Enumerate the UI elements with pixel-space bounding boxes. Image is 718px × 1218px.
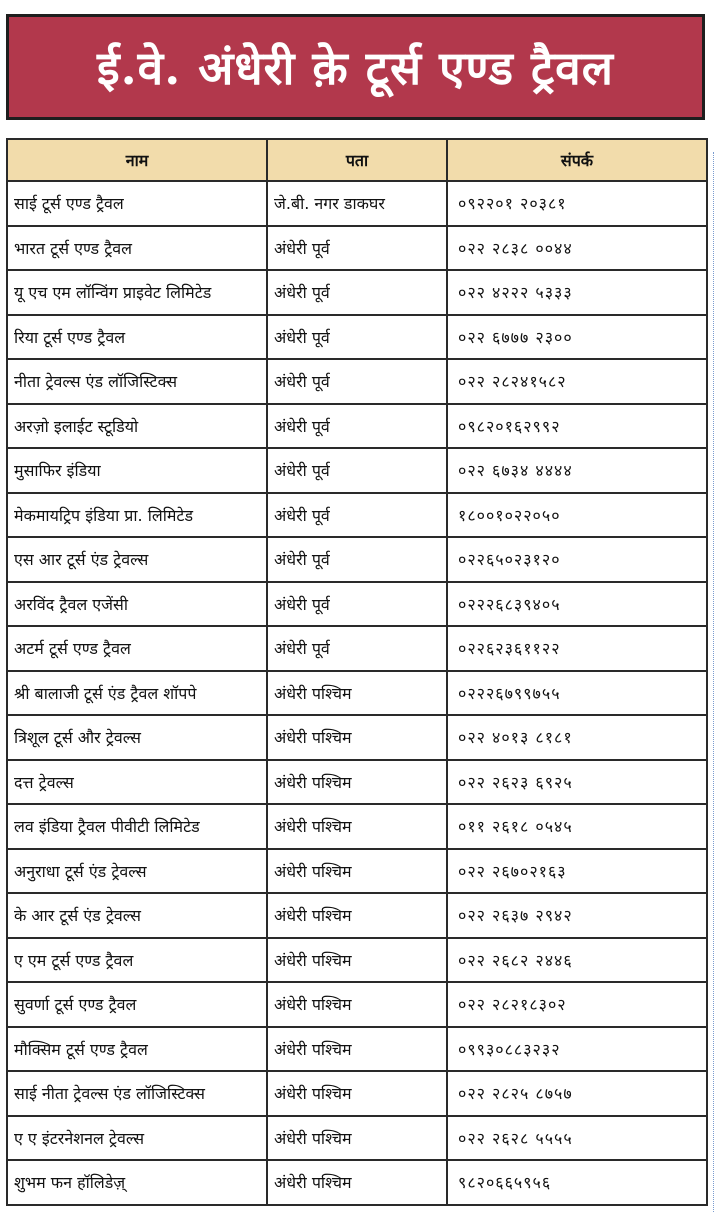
table-row <box>7 1160 707 1205</box>
cell-address: अंधेरी पश्चिम <box>267 1116 447 1161</box>
cell-contact: ०२२२६७९९७५५ <box>447 671 707 716</box>
cell-contact: ०९९३०८८३२३२ <box>447 1027 707 1072</box>
cell-address: अंधेरी पूर्व <box>267 537 447 582</box>
cell-address: अंधेरी पश्चिम <box>267 1027 447 1072</box>
cell-address: अंधेरी पश्चिम <box>267 671 447 716</box>
cell-name: यू एच एम लॉन्विंग प्राइवेट लिमिटेड <box>7 270 267 315</box>
table-row <box>7 849 707 894</box>
table-row <box>7 1071 707 1116</box>
cell-name: भारत टूर्स एण्ड ट्रैवल <box>7 226 267 271</box>
cell-address: अंधेरी पश्चिम <box>267 849 447 894</box>
cell-address: अंधेरी पूर्व <box>267 493 447 538</box>
cell-address: अंधेरी पश्चिम <box>267 715 447 760</box>
cell-address: अंधेरी पश्चिम <box>267 893 447 938</box>
cell-contact: ०२२ ६७७७ २३०० <box>447 315 707 360</box>
table-row <box>7 626 707 671</box>
cell-name: त्रिशूल टूर्स और ट्रेवल्स <box>7 715 267 760</box>
table-row <box>7 893 707 938</box>
column-header-contact: संपर्क <box>447 139 707 181</box>
table-header-row <box>7 139 707 181</box>
cell-address: अंधेरी पश्चिम <box>267 982 447 1027</box>
table-row <box>7 315 707 360</box>
cell-contact: ०२२६५०२३१२० <box>447 537 707 582</box>
cell-contact: ०२२ २८२५ ८७५७ <box>447 1071 707 1116</box>
cell-address: अंधेरी पूर्व <box>267 315 447 360</box>
cell-name: रिया टूर्स एण्ड ट्रैवल <box>7 315 267 360</box>
table-row <box>7 804 707 849</box>
cell-address: अंधेरी पश्चिम <box>267 804 447 849</box>
title-banner <box>6 14 705 120</box>
table-row <box>7 715 707 760</box>
cell-address: अंधेरी पश्चिम <box>267 1071 447 1116</box>
table-row <box>7 226 707 271</box>
column-divider-dotted <box>713 152 714 1212</box>
table-row <box>7 404 707 449</box>
cell-name: साई टूर्स एण्ड ट्रैवल <box>7 181 267 226</box>
cell-name: नीता ट्रेवल्स एंड लॉजिस्टिक्स <box>7 359 267 404</box>
cell-address: अंधेरी पूर्व <box>267 626 447 671</box>
table-row <box>7 1116 707 1161</box>
cell-name: शुभम फन हॉलिडेज़् <box>7 1160 267 1205</box>
cell-address: अंधेरी पश्चिम <box>267 938 447 983</box>
cell-contact: ०२२ २८२४१५८२ <box>447 359 707 404</box>
cell-name: एस आर टूर्स एंड ट्रेवल्स <box>7 537 267 582</box>
cell-contact: ०९२२०१ २०३८१ <box>447 181 707 226</box>
cell-contact: ०९८२०१६२९९२ <box>447 404 707 449</box>
cell-contact: १८००१०२२०५० <box>447 493 707 538</box>
travel-agencies-table <box>6 138 708 1206</box>
table-row <box>7 537 707 582</box>
cell-contact: ९८२०६६५९५६ <box>447 1160 707 1205</box>
cell-address: अंधेरी पूर्व <box>267 226 447 271</box>
cell-address: अंधेरी पूर्व <box>267 359 447 404</box>
table-row <box>7 448 707 493</box>
cell-contact: ०२२ २६२३ ६९२५ <box>447 760 707 805</box>
cell-name: दत्त ट्रेवल्स <box>7 760 267 805</box>
cell-address: जे.बी. नगर डाकघर <box>267 181 447 226</box>
table-row <box>7 1027 707 1072</box>
cell-contact: ०२२ ६७३४ ४४४४ <box>447 448 707 493</box>
cell-name: ए एम टूर्स एण्ड ट्रैवल <box>7 938 267 983</box>
cell-contact: ०२२ ४०१३ ८१८१ <box>447 715 707 760</box>
cell-contact: ०२२ २६७०२१६३ <box>447 849 707 894</box>
cell-address: अंधेरी पूर्व <box>267 448 447 493</box>
table-row <box>7 582 707 627</box>
cell-name: सुवर्णा टूर्स एण्ड ट्रैवल <box>7 982 267 1027</box>
cell-address: अंधेरी पश्चिम <box>267 1160 447 1205</box>
cell-name: के आर टूर्स एंड ट्रेवल्स <box>7 893 267 938</box>
cell-contact: ०११ २६१८ ०५४५ <box>447 804 707 849</box>
cell-address: अंधेरी पश्चिम <box>267 760 447 805</box>
cell-contact: ०२२ २६२८ ५५५५ <box>447 1116 707 1161</box>
cell-name: ए ए इंटरनेशनल ट्रेवल्स <box>7 1116 267 1161</box>
cell-name: श्री बालाजी टूर्स एंड ट्रैवल शॉपपे <box>7 671 267 716</box>
column-header-address: पता <box>267 139 447 181</box>
table-row <box>7 760 707 805</box>
cell-address: अंधेरी पूर्व <box>267 270 447 315</box>
cell-name: अटर्म टूर्स एण्ड ट्रैवल <box>7 626 267 671</box>
cell-contact: ०२२ २६८२ २४४६ <box>447 938 707 983</box>
cell-contact: ०२२ २८३८ ००४४ <box>447 226 707 271</box>
cell-name: अरविंद ट्रैवल एजेंसी <box>7 582 267 627</box>
cell-name: मौक्सिम टूर्स एण्ड ट्रैवल <box>7 1027 267 1072</box>
cell-address: अंधेरी पूर्व <box>267 582 447 627</box>
cell-contact: ०२२६२३६११२२ <box>447 626 707 671</box>
table-row <box>7 671 707 716</box>
table-row <box>7 982 707 1027</box>
cell-contact: ०२२२६८३९४०५ <box>447 582 707 627</box>
banner-title: ई.वे. अंधेरी क़े टूर्स एण्ड ट्रैवल <box>97 41 614 95</box>
table-row <box>7 181 707 226</box>
cell-address: अंधेरी पूर्व <box>267 404 447 449</box>
table-row <box>7 493 707 538</box>
cell-contact: ०२२ ४२२२ ५३३३ <box>447 270 707 315</box>
table-row <box>7 938 707 983</box>
table-row <box>7 270 707 315</box>
cell-name: लव इंडिया ट्रैवल पीवीटी लिमिटेड <box>7 804 267 849</box>
cell-contact: ०२२ २६३७ २९४२ <box>447 893 707 938</box>
cell-contact: ०२२ २८२१८३०२ <box>447 982 707 1027</box>
cell-name: अनुराधा टूर्स एंड ट्रेवल्स <box>7 849 267 894</box>
cell-name: साई नीता ट्रेवल्स एंड लॉजिस्टिक्स <box>7 1071 267 1116</box>
cell-name: अरज़ो इलाईट स्टूडियो <box>7 404 267 449</box>
cell-name: मुसाफिर इंडिया <box>7 448 267 493</box>
cell-name: मेकमायट्रिप इंडिया प्रा. लिमिटेड <box>7 493 267 538</box>
column-header-name: नाम <box>7 139 267 181</box>
table-row <box>7 359 707 404</box>
